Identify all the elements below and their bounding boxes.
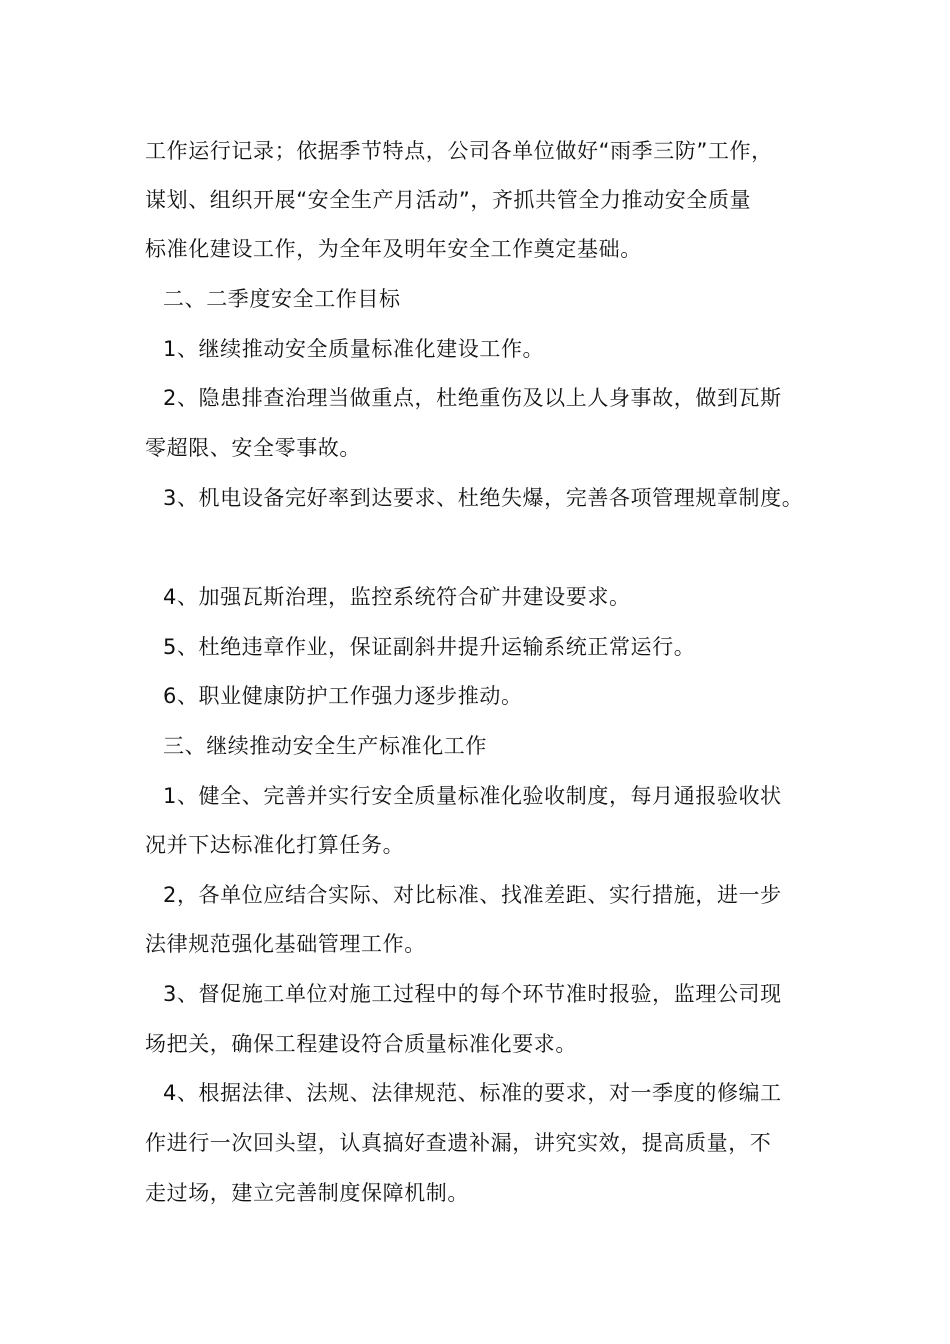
paragraph-line: 法律规范强化基础管理工作。 (145, 932, 426, 956)
list-item: 3、机电设备完好率到达要求、杜绝失爆，完善各项管理规章制度。 (163, 486, 804, 510)
section-heading: 三、继续推动安全生产标准化工作 (163, 734, 487, 758)
list-item: 4、根据法律、法规、法律规范、标准的要求，对一季度的修编工 (163, 1081, 782, 1105)
paragraph-line: 标准化建设工作，为全年及明年安全工作奠定基础。 (145, 237, 642, 261)
paragraph-line: 工作运行记录；依据季节特点，公司各单位做好“雨季三防”工作， (145, 139, 773, 163)
paragraph-line: 场把关，确保工程建设符合质量标准化要求。 (145, 1032, 577, 1056)
section-heading: 二、二季度安全工作目标 (163, 287, 401, 311)
list-item: 6、职业健康防护工作强力逐步推动。 (163, 684, 523, 708)
list-item: 1、健全、完善并实行安全质量标准化验收制度，每月通报验收状 (163, 784, 782, 808)
paragraph-line: 况并下达标准化打算任务。 (145, 833, 405, 857)
paragraph-line: 走过场，建立完善制度保障机制。 (145, 1181, 469, 1205)
paragraph-line: 谋划、组织开展“安全生产月活动”，齐抓共管全力推动安全质量 (145, 188, 752, 212)
list-item: 2、隐患排查治理当做重点，杜绝重伤及以上人身事故，做到瓦斯 (163, 386, 782, 410)
list-item: 3、督促施工单位对施工过程中的每个环节准时报验，监理公司现 (163, 982, 782, 1006)
list-item: 4、加强瓦斯治理，监控系统符合矿井建设要求。 (163, 585, 631, 609)
paragraph-line: 零超限、安全零事故。 (145, 436, 361, 460)
list-item: 2，各单位应结合实际、对比标准、找准差距、实行措施，进一步 (163, 883, 782, 907)
list-item: 1、继续推动安全质量标准化建设工作。 (163, 337, 545, 361)
list-item: 5、杜绝违章作业，保证副斜井提升运输系统正常运行。 (163, 635, 696, 659)
paragraph-line: 作进行一次回头望，认真搞好查遗补漏，讲究实效，提高质量，不 (145, 1131, 772, 1155)
